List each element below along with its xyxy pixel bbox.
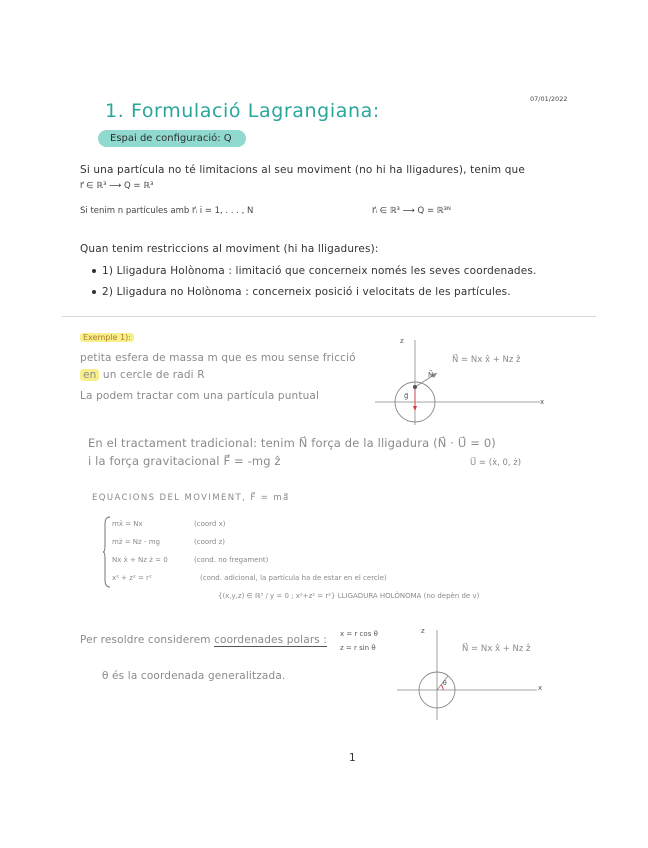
eq-4-note: (cond. adicional, la partícula ha de estar en el cercle): [200, 574, 387, 582]
constraint-set: {(x,y,z) ∈ ℝ³ / y = 0 ; x²+z² = r²} LLIGADURA HOLÒNOMA (no depèn de v): [218, 592, 480, 600]
traditional-line-1: En el tractament tradicional: tenim N⃗ força de la lligadura (N⃗ · U⃗ = 0): [88, 436, 496, 450]
traditional-line-2: i la força gravitacional F⃗ = -mg ẑ: [88, 454, 281, 468]
section-divider: [62, 316, 596, 317]
intro-line-3b: r⃗ᵢ ∈ ℝ³ ⟶ Q = ℝ³ᴺ: [372, 206, 451, 216]
polar-angle: θ: [443, 680, 447, 687]
bullet-holonomic: [92, 265, 536, 277]
eq-2-note: (coord z): [194, 538, 225, 546]
config-space-badge: Espai de configuració: Q: [98, 130, 246, 147]
equation-brace: [103, 516, 111, 588]
axis-z-label: z: [400, 337, 404, 345]
bullet-dot: [92, 290, 96, 294]
eq-1: mẍ = Nx: [112, 520, 143, 528]
intro-line-2: r⃗ ∈ ℝ³ ⟶ Q = ℝ³: [80, 181, 154, 191]
polar-intro-text: Per resoldre considerem: [80, 634, 211, 646]
bullet-nonholonomic: [92, 286, 511, 298]
polar-axis-z: z: [421, 627, 425, 635]
circle-diagram-2: [392, 628, 542, 720]
axis-x-label: x: [540, 398, 545, 406]
polar-z-eq: z = r sin θ: [340, 644, 376, 652]
example-label: [80, 333, 134, 342]
page-number: 1: [349, 752, 356, 764]
polar-x-eq: x = r cos θ: [340, 630, 378, 638]
bullet-nonholonomic-text: 2) Lligadura no Holònoma : concerneix posició i velocitats de les partícules.: [102, 286, 511, 298]
eq-3-note: (cond. no fregament): [194, 556, 269, 564]
restrictions-line: Quan tenim restriccions al moviment (hi ha lligadures):: [80, 243, 379, 255]
circle-diagram-1: [370, 335, 550, 425]
polar-intro: [80, 634, 327, 646]
page-title: 1. Formulació Lagrangiana:: [105, 100, 380, 122]
normal-eq-1: N⃗ = Nx x̂ + Nz ẑ: [452, 355, 521, 365]
example-label-text: Exemple 1):: [80, 333, 134, 342]
example-line-1: petita esfera de massa m que es mou sense fricció: [80, 352, 356, 364]
normal-eq-2: N⃗ = Nx x̂ + Nz ẑ: [462, 644, 531, 654]
generalized-coord-line: θ és la coordenada generalitzada.: [102, 670, 286, 682]
example-line-2-hl: en: [80, 369, 99, 381]
bullet-holonomic-text: 1) Lligadura Holònoma : limitació que concerneix només les seves coordenades.: [102, 265, 537, 277]
example-line-3: La podem tractar com una partícula puntual: [80, 390, 320, 402]
eq-3: Nx ẋ + Nz ż = 0: [112, 556, 168, 564]
polar-underlined: coordenades polars :: [214, 634, 328, 646]
example-line-2: [80, 369, 205, 381]
vec-g-label: g⃗: [404, 392, 409, 400]
bullet-dot: [92, 269, 96, 273]
eq-2: mz̈ = Nz - mg: [112, 538, 160, 546]
example-line-2-rest: un cercle de radi R: [102, 369, 205, 381]
eq-4: x² + z² = r²: [112, 574, 152, 582]
motion-heading: EQUACIONS DEL MOVIMENT, F⃗ = mä⃗: [92, 493, 290, 503]
velocity-label: U⃗ = (ẋ, 0, ż): [470, 458, 522, 468]
intro-line-3a: Si tenim n partícules amb r⃗ᵢ i = 1, . . . , N: [80, 206, 254, 216]
polar-axis-x: x: [538, 684, 543, 692]
date-label: 07/01/2022: [530, 95, 568, 103]
vec-n-label: N⃗: [428, 371, 434, 379]
eq-1-note: (coord x): [194, 520, 226, 528]
intro-line-1: Si una partícula no té limitacions al seu moviment (no hi ha lligadures), tenim que: [80, 164, 525, 176]
